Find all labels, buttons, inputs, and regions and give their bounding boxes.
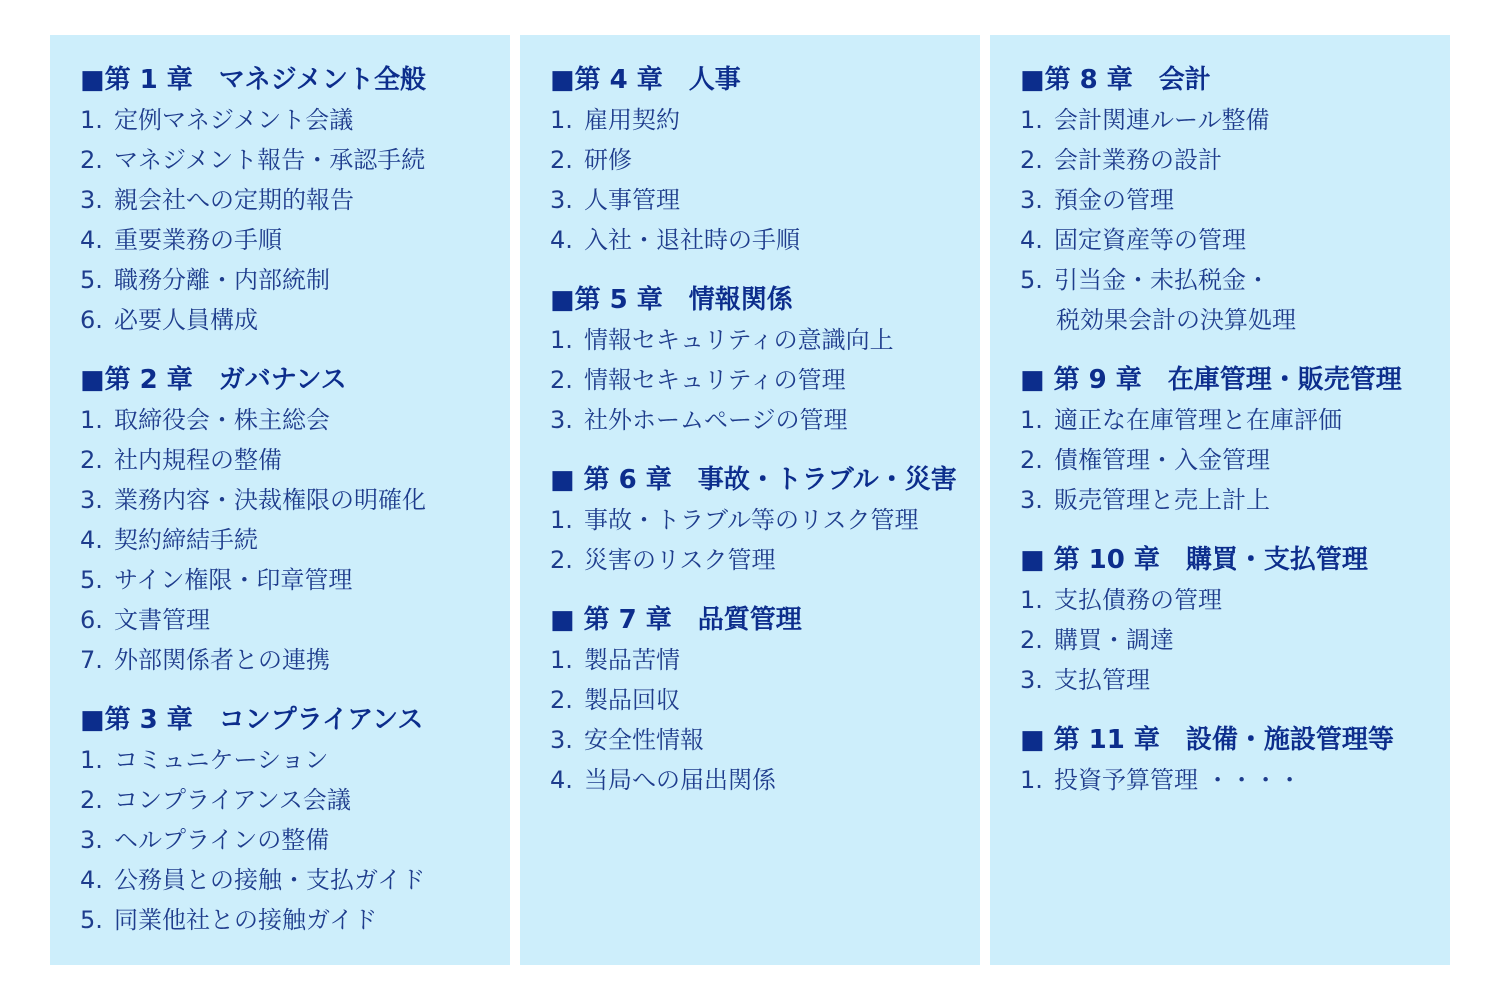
item-text: 固定資産等の管理 (1054, 226, 1246, 254)
item-text: 会計業務の設計 (1054, 146, 1222, 174)
item-number: 3. (1020, 666, 1043, 694)
item-text: 購買・調達 (1054, 626, 1174, 654)
item-number: 7. (80, 646, 103, 674)
chapter-item (80, 220, 502, 260)
item-text: 災害のリスク管理 (584, 546, 776, 574)
item-text: 同業他社との接触ガイド (114, 906, 378, 934)
item-number: 4. (1020, 226, 1043, 254)
item-text: 事故・トラブル等のリスク管理 (584, 506, 919, 534)
item-number: 1. (80, 106, 103, 134)
chapter-item (80, 260, 502, 300)
item-text: コンプライアンス会議 (114, 786, 351, 814)
item-number: 1. (1020, 766, 1043, 794)
item-text: マネジメント報告・承認手続 (114, 146, 426, 174)
chapter-item (80, 180, 502, 220)
item-number: 2. (550, 686, 573, 714)
item-text: 税効果会計の決算処理 (1056, 306, 1296, 334)
chapter-item (550, 220, 972, 260)
item-text: 取締役会・株主総会 (114, 406, 330, 434)
chapter-title: ■ 第 6 章 事故・トラブル・災害 (550, 465, 957, 495)
chapter-title: ■ 第 7 章 品質管理 (550, 605, 802, 635)
item-number: 5. (80, 906, 103, 934)
chapter-item (1020, 620, 1442, 660)
chapter-item (550, 540, 972, 580)
item-text: 安全性情報 (584, 726, 704, 754)
item-number: 2. (1020, 146, 1043, 174)
item-number: 2. (80, 446, 103, 474)
chapter-item (1020, 440, 1442, 480)
column-2 (520, 35, 980, 965)
item-text: 契約締結手続 (114, 526, 258, 554)
chapter-block (80, 360, 502, 680)
item-number: 3. (550, 186, 573, 214)
chapter-item (1020, 220, 1442, 260)
item-number: 1. (1020, 106, 1043, 134)
item-number: 3. (80, 486, 103, 514)
item-number: 4. (80, 226, 103, 254)
item-number: 3. (1020, 486, 1043, 514)
item-text: ヘルプラインの整備 (114, 826, 330, 854)
item-text: 支払債務の管理 (1054, 586, 1222, 614)
chapter-item (1020, 100, 1442, 140)
chapter-item (1020, 300, 1442, 340)
item-text: 定例マネジメント会議 (114, 106, 354, 134)
item-number: 6. (80, 306, 103, 334)
item-number: 1. (1020, 406, 1043, 434)
item-text: 情報セキュリティの管理 (584, 366, 846, 394)
chapter-item (1020, 480, 1442, 520)
item-number: 1. (550, 646, 573, 674)
item-number: 1. (550, 506, 573, 534)
item-text: 販売管理と売上計上 (1054, 486, 1270, 514)
chapter-title: ■第 1 章 マネジメント全般 (80, 65, 426, 95)
chapter-item (80, 140, 502, 180)
item-number: 2. (80, 146, 103, 174)
chapter-item (550, 640, 972, 680)
item-text: 製品回収 (584, 686, 680, 714)
item-text: 製品苦情 (584, 646, 680, 674)
chapter-item (80, 640, 502, 680)
item-text: 預金の管理 (1054, 186, 1174, 214)
chapter-item (80, 100, 502, 140)
chapter-item (80, 300, 502, 340)
chapter-block (550, 60, 972, 260)
item-text: 情報セキュリティの意識向上 (584, 326, 894, 354)
item-text: 投資予算管理 ・・・・ (1054, 766, 1302, 794)
chapter-item (1020, 260, 1442, 300)
chapter-block (550, 600, 972, 800)
chapter-block (1020, 60, 1442, 340)
item-text: 文書管理 (114, 606, 210, 634)
chapter-item (80, 780, 502, 820)
chapter-title: ■ 第 9 章 在庫管理・販売管理 (1020, 365, 1402, 395)
chapter-title: ■第 2 章 ガバナンス (80, 365, 347, 395)
item-text: 親会社への定期的報告 (114, 186, 354, 214)
item-number: 2. (550, 546, 573, 574)
item-text: コミュニケーション (114, 746, 329, 774)
chapter-item (80, 560, 502, 600)
item-number: 1. (80, 746, 103, 774)
item-text: 社内規程の整備 (114, 446, 282, 474)
chapter-block (80, 60, 502, 340)
item-text: 社外ホームページの管理 (584, 406, 848, 434)
chapter-item (80, 440, 502, 480)
chapter-item (1020, 180, 1442, 220)
item-text: 当局への届出関係 (584, 766, 776, 794)
item-text: 研修 (584, 146, 632, 174)
chapter-title: ■第 3 章 コンプライアンス (80, 705, 424, 735)
chapter-item (80, 520, 502, 560)
chapter-item (1020, 660, 1442, 700)
chapter-item (80, 900, 502, 940)
item-text: 会計関連ルール整備 (1054, 106, 1270, 134)
item-number: 2. (80, 786, 103, 814)
chapter-block (1020, 360, 1442, 520)
item-text: 人事管理 (584, 186, 680, 214)
item-text: サイン権限・印章管理 (114, 566, 353, 594)
item-text: 公務員との接触・支払ガイド (114, 866, 426, 894)
column-3 (990, 35, 1450, 965)
chapter-item (80, 740, 502, 780)
item-number: 3. (550, 406, 573, 434)
item-number: 4. (550, 766, 573, 794)
chapter-item (550, 140, 972, 180)
chapter-block (1020, 540, 1442, 700)
item-number: 2. (1020, 626, 1043, 654)
column-1 (50, 35, 510, 965)
item-text: 適正な在庫管理と在庫評価 (1054, 406, 1342, 434)
chapter-title: ■第 4 章 人事 (550, 65, 741, 95)
item-number: 1. (550, 106, 573, 134)
chapter-item (80, 400, 502, 440)
chapter-item (1020, 580, 1442, 620)
item-number: 5. (80, 566, 103, 594)
item-number: 3. (80, 826, 103, 854)
chapter-item (550, 360, 972, 400)
item-number: 3. (80, 186, 103, 214)
item-text: 支払管理 (1054, 666, 1150, 694)
chapter-item (550, 180, 972, 220)
item-number: 2. (550, 366, 573, 394)
item-text: 債権管理・入金管理 (1054, 446, 1270, 474)
item-text: 外部関係者との連携 (114, 646, 330, 674)
chapter-block (550, 460, 972, 580)
item-number: 4. (80, 526, 103, 554)
chapter-item (80, 820, 502, 860)
chapter-block (550, 280, 972, 440)
item-text: 引当金・未払税金・ (1054, 266, 1270, 294)
chapter-item (80, 860, 502, 900)
item-text: 雇用契約 (584, 106, 680, 134)
item-number: 5. (80, 266, 103, 294)
chapter-item (550, 680, 972, 720)
chapter-item (550, 320, 972, 360)
item-number: 4. (550, 226, 573, 254)
chapter-item (550, 400, 972, 440)
item-number: 2. (1020, 446, 1043, 474)
chapter-title: ■第 8 章 会計 (1020, 65, 1211, 95)
chapter-title: ■ 第 11 章 設備・施設管理等 (1020, 725, 1394, 755)
item-number: 1. (80, 406, 103, 434)
chapter-block (1020, 720, 1442, 800)
chapter-item (550, 760, 972, 800)
item-text: 業務内容・決裁権限の明確化 (114, 486, 426, 514)
item-text: 入社・退社時の手順 (584, 226, 800, 254)
item-number: 3. (550, 726, 573, 754)
chapter-item (1020, 400, 1442, 440)
item-number: 1. (1020, 586, 1043, 614)
chapter-item (80, 480, 502, 520)
chapter-title: ■第 5 章 情報関係 (550, 285, 793, 315)
item-text: 必要人員構成 (114, 306, 258, 334)
item-number: 5. (1020, 266, 1043, 294)
chapter-item (550, 500, 972, 540)
item-number: 3. (1020, 186, 1043, 214)
item-text: 重要業務の手順 (114, 226, 282, 254)
item-number: 6. (80, 606, 103, 634)
chapter-item (550, 720, 972, 760)
chapter-item (550, 100, 972, 140)
item-number: 4. (80, 866, 103, 894)
item-text: 職務分離・内部統制 (114, 266, 330, 294)
chapter-item (1020, 760, 1442, 800)
chapter-item (1020, 140, 1442, 180)
chapter-item (80, 600, 502, 640)
item-number: 1. (550, 326, 573, 354)
chapter-title: ■ 第 10 章 購買・支払管理 (1020, 545, 1368, 575)
item-number: 2. (550, 146, 573, 174)
chapter-block (80, 700, 502, 940)
